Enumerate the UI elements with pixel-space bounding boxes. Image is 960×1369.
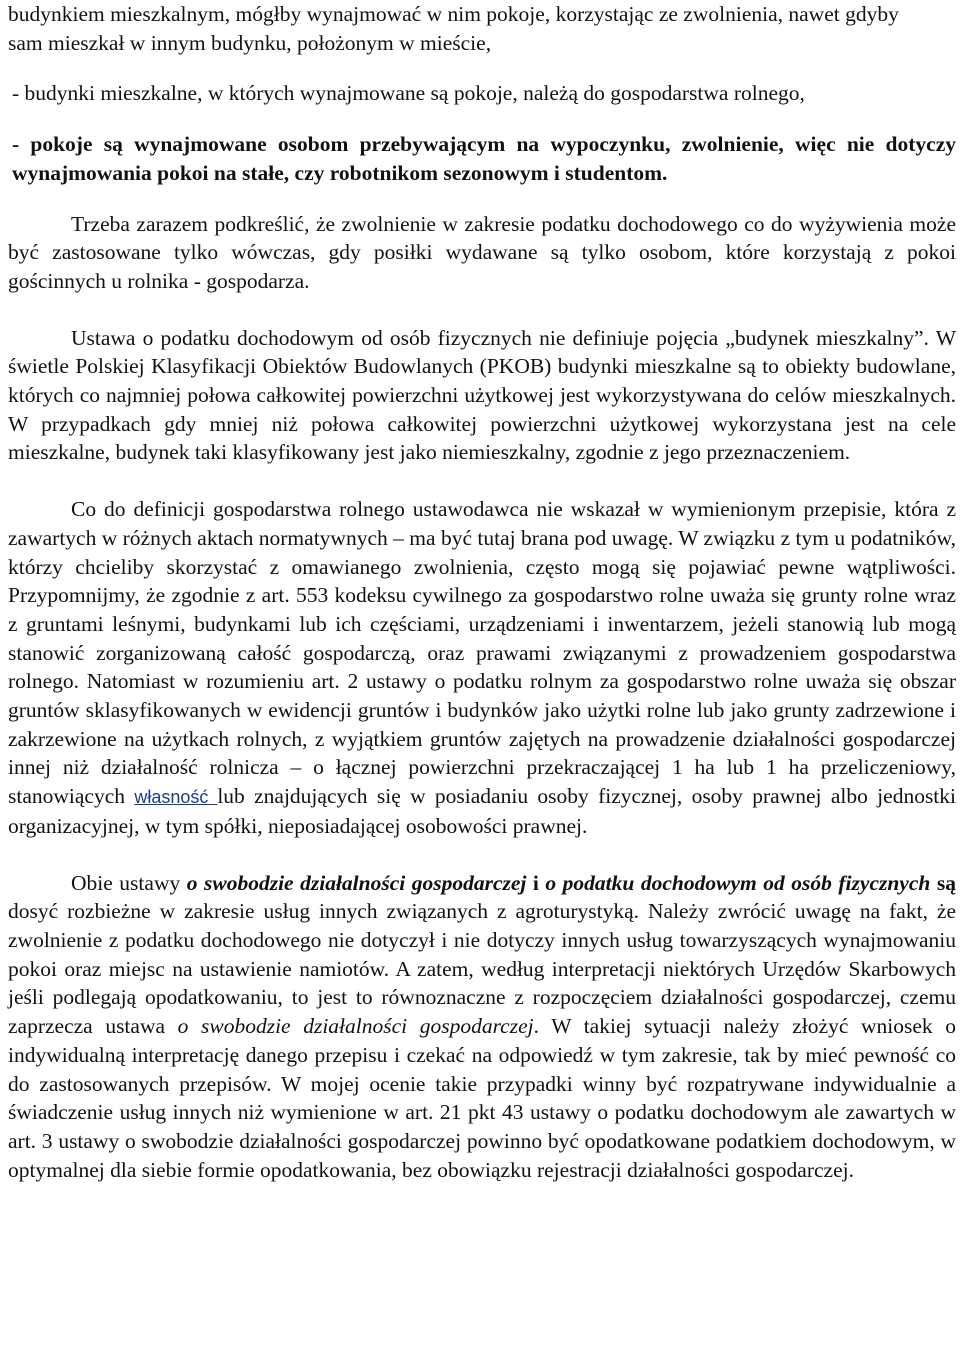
paragraph-intro: budynkiem mieszkalnym, mógłby wynajmować w nim pokoje, korzystając ze zwolnienia, nawet gdyby sam mieszkał w innym budynku, położonym w mieście, bbox=[8, 2, 899, 55]
paragraph-residential-building: Ustawa o podatku dochodowym od osób fizycznych nie definiuje pojęcia „budynek mieszkalny”. W świetle Polskiej Klasyfikacji Obiektów Budowlanych (PKOB) budynki mieszkalne są to obiekty budowlane, których co najmniej połowa całkowitej powierzchni użytkowej jest wykorzystywana do celów mieszkalnych. W przypadkach gdy mniej niż połowa całkowitej powierzchni użytkowej wykorzystana jest na cele mieszkalne, budynek taki klasyfikowany jest jako niemieszkalny, zgodnie z jego przeznaczeniem. bbox=[8, 325, 956, 465]
spacer bbox=[8, 57, 956, 79]
text-run: i bbox=[526, 870, 546, 895]
list-item-rooms: - pokoje są wynajmowane osobom przebywającym na wypoczynku, zwolnienie, więc nie dotyczy wynajmowania pokoi na stałe, czy robotnikom sezonowym i studentom. bbox=[12, 132, 956, 185]
text-run: dosyć rozbieżne w zakresie usług innych związanych z agroturystyką. Należy zwrócić uwagę na fakt, że zwolnienie z podatku dochodowego nie dotyczył i nie dotyczy innych usług towarzyszących wynajmowaniu pokoi oraz miejsc na ustawienie namiotów. A zatem, według interpretacji niektórych Urzędów Skarbowych jeśli podlegają opodatkowaniu, to jest to równoznaczne z rozpoczęciem działalności gospodarczej, czemu zaprzecza ustawa bbox=[8, 899, 956, 1039]
paragraph-meals: Trzeba zarazem podkreślić, że zwolnienie w zakresie podatku dochodowego co do wyżywienia może być zastosowane tylko wówczas, gdy posiłki wydawane są tylko osobom, które korzystają z pokoi gościnnych u rolnika - gospodarza. bbox=[8, 211, 956, 293]
text-run: są bbox=[930, 870, 956, 895]
ownership-link[interactable]: własność bbox=[134, 787, 218, 808]
spacer bbox=[8, 108, 956, 130]
list-item-buildings: - budynki mieszkalne, w których wynajmowane są pokoje, należą do gospodarstwa rolnego, bbox=[12, 81, 805, 106]
text-run: . W takiej sytuacji należy złożyć wniosek o indywidualną interpretację danego przepisu i czekać na odpowiedź w tym zakresie, tak by mieć pewność co do zastosowanych przepisów. W mojej ocenie takie przypadki winny być rozpatrywane indywidualnie a świadczenie usług innych niż wymienione w art. 21 pkt 43 ustawy o podatku dochodowym ale zawartych w art. 3 ustawy o swobodzie działalności gospodarczej powinno być opodatkowane podatkiem dochodowym, w optymalnej dla siebie formie opodatkowania, bez obowiązku rejestracji działalności gospodarczej. bbox=[8, 1014, 956, 1182]
act-title-business-italic: o swobodzie działalności gospodarczej bbox=[177, 1014, 534, 1039]
paragraph-two-acts bbox=[8, 869, 956, 1185]
act-title-income-tax: o podatku dochodowym od osób fizycznych bbox=[545, 870, 931, 895]
document-page bbox=[8, 0, 956, 1184]
spacer bbox=[8, 296, 956, 324]
act-title-business: o swobodzie działalności gospodarczej bbox=[186, 870, 527, 895]
spacer bbox=[8, 188, 956, 210]
spacer bbox=[8, 841, 956, 869]
paragraph-farm-text-2: lub znajdujących się w posiadaniu osoby fizycznej, osoby prawnej albo jednostki organizacyjnej, w tym spółki, nieposiadającej osobowości prawnej. bbox=[8, 784, 957, 838]
text-run: Obie ustawy bbox=[71, 870, 187, 895]
paragraph-farm-text-1: Co do definicji gospodarstwa rolnego ustawodawca nie wskazał w wymienionym przepisie, która z zawartych w różnych aktach normatywnych – ma być tutaj brana pod uwagę. W związku z tym u podatników, którzy chcieliby skorzystać z omawianego zwolnienia, często mogą się pojawiać pewne wątpliwości. Przypomnijmy, że zgodnie z art. 553 kodeksu cywilnego za gospodarstwo rolne uważa się grunty rolne wraz z gruntami leśnymi, budynkami lub ich częściami, urządzeniami i inwentarzem, jeżeli stanowią lub mogą stanowić zorganizowaną całość gospodarczą, oraz prawami związanymi z prowadzeniem gospodarstwa rolnego. Natomiast w rozumieniu art. 2 ustawy o podatku rolnym za gospodarstwo rolne uważa się obszar gruntów sklasyfikowanych w ewidencji gruntów i budynków jako użytki rolne lub jako grunty zadrzewione i zakrzewione na użytkach rolnych, z wyjątkiem gruntów zajętych na prowadzenie działalności gospodarczej innej niż działalność rolnicza – o łącznej powierzchni przekraczającej 1 ha lub 1 ha przeliczeniowy, stanowiących bbox=[8, 497, 956, 809]
paragraph-farm-definition bbox=[8, 495, 956, 840]
spacer bbox=[8, 467, 956, 495]
